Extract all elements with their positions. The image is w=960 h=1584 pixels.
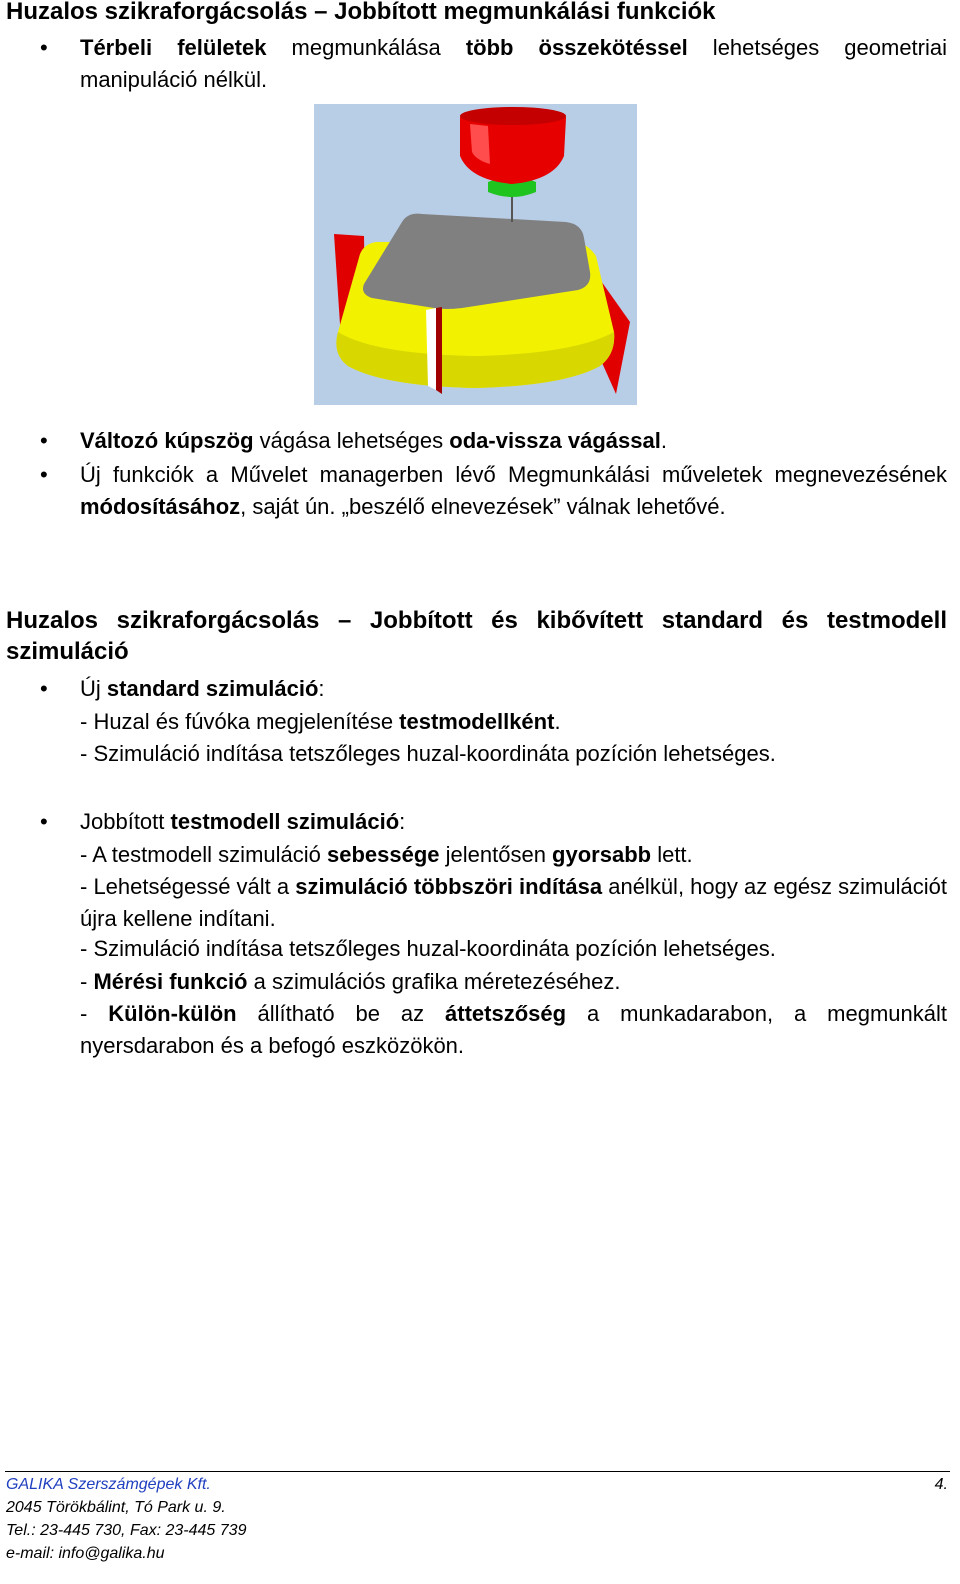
group-heading-standard-simulation (80, 673, 947, 705)
text-run: - (80, 1001, 109, 1026)
solid-simulation-line (80, 966, 947, 998)
bullet-text-variable-taper (80, 425, 947, 457)
text-run: a szimulációs grafika méretezéséhez. (247, 969, 621, 994)
section-title-machining-functions: Huzalos szikraforgácsolás – Jobbított megmunkálási funkciók (6, 0, 716, 25)
text-run: a munkadarabon, a megmunkált nyersdarabon és a befogó eszközökön. (80, 1001, 947, 1058)
text-run: megmunkálása (266, 35, 466, 60)
bold-text-run: testmodellként (399, 709, 555, 734)
text-run: : (318, 676, 325, 701)
bold-text-run: szimuláció többszöri indítása (295, 874, 603, 899)
footer-company-name: GALIKA Szerszámgépek Kft. (6, 1476, 211, 1493)
section-title-simulation: Huzalos szikraforgácsolás – Jobbított és kibővített standard és testmodell szimuláció (6, 607, 947, 665)
text-run: vágása lehetséges (253, 428, 450, 453)
text-run: - Lehetségessé vált a (80, 874, 296, 899)
bold-text-run: sebessége (326, 842, 440, 867)
bullet-icon: • (40, 428, 48, 453)
text-run: - Szimuláció indítása tetszőleges huzal-koordináta pozíción lehetséges. (80, 741, 776, 766)
standard-simulation-line (80, 738, 947, 770)
text-run: Új funkciók a Művelet managerben lévő Megmunkálási műveletek megnevezésének (80, 462, 947, 487)
solid-simulation-line (80, 871, 947, 934)
bold-text-run: Külön-külön (108, 1001, 237, 1026)
text-run: Jobbított (80, 809, 171, 834)
bold-text-run: gyorsabb (552, 842, 652, 867)
bullet-icon: • (40, 35, 48, 60)
bullet-text-operation-manager (80, 459, 947, 522)
solid-simulation-line (80, 839, 947, 871)
bold-text-run: Változó kúpszög (80, 428, 254, 453)
text-run: . (554, 709, 561, 734)
nozzle-top-rim (460, 107, 566, 125)
bold-text-run: oda-vissza vágással (449, 428, 661, 453)
solid-simulation-line (80, 998, 947, 1061)
text-run: - A testmodell szimuláció (80, 842, 327, 867)
text-run: : (399, 809, 406, 834)
text-run: - Huzal és fúvóka megjelenítése (80, 709, 400, 734)
bold-text-run: Mérési funkció (93, 969, 248, 994)
bold-text-run: standard szimuláció (106, 676, 319, 701)
bold-text-run: testmodell szimuláció (170, 809, 400, 834)
text-run: lett. (651, 842, 693, 867)
footer-email: e-mail: info@galika.hu (6, 1545, 165, 1562)
bullet-icon: • (40, 462, 48, 487)
standard-simulation-line (80, 706, 947, 738)
text-run: jelentősen (439, 842, 553, 867)
text-run: anélkül, hogy az egész szimulációt újra kellene indítani. (80, 874, 947, 931)
wire-edm-3d-illustration (314, 104, 637, 405)
text-run: . (660, 428, 667, 453)
text-run: lehetséges geometriai manipuláció nélkül. (80, 35, 948, 92)
bullet-text-surface-machining (80, 32, 947, 95)
page-number: 4. (934, 1476, 948, 1493)
footer-divider (5, 1471, 950, 1472)
bold-text-run: módosításához (80, 493, 241, 519)
bullet-icon: • (40, 809, 48, 834)
bold-text-run: áttetszőség (445, 1001, 567, 1026)
text-run: - Szimuláció indítása tetszőleges huzal-koordináta pozíción lehetséges. (80, 936, 776, 961)
text-run: Új (80, 676, 107, 701)
text-run: - (80, 969, 94, 994)
solid-simulation-line (80, 933, 947, 965)
wire-slot-right (436, 307, 442, 394)
group-heading-solid-simulation (80, 806, 947, 838)
bullet-icon: • (40, 676, 48, 701)
text-run: állítható be az (236, 1001, 446, 1026)
bold-text-run: Térbeli felületek (80, 35, 267, 60)
text-run: , saját ún. „beszélő elnevezések” válnak lehetővé. (240, 493, 726, 519)
footer-phone: Tel.: 23-445 730, Fax: 23-445 739 (6, 1522, 247, 1539)
bold-text-run: több összekötéssel (465, 35, 688, 60)
footer-address: 2045 Törökbálint, Tó Park u. 9. (6, 1499, 226, 1516)
